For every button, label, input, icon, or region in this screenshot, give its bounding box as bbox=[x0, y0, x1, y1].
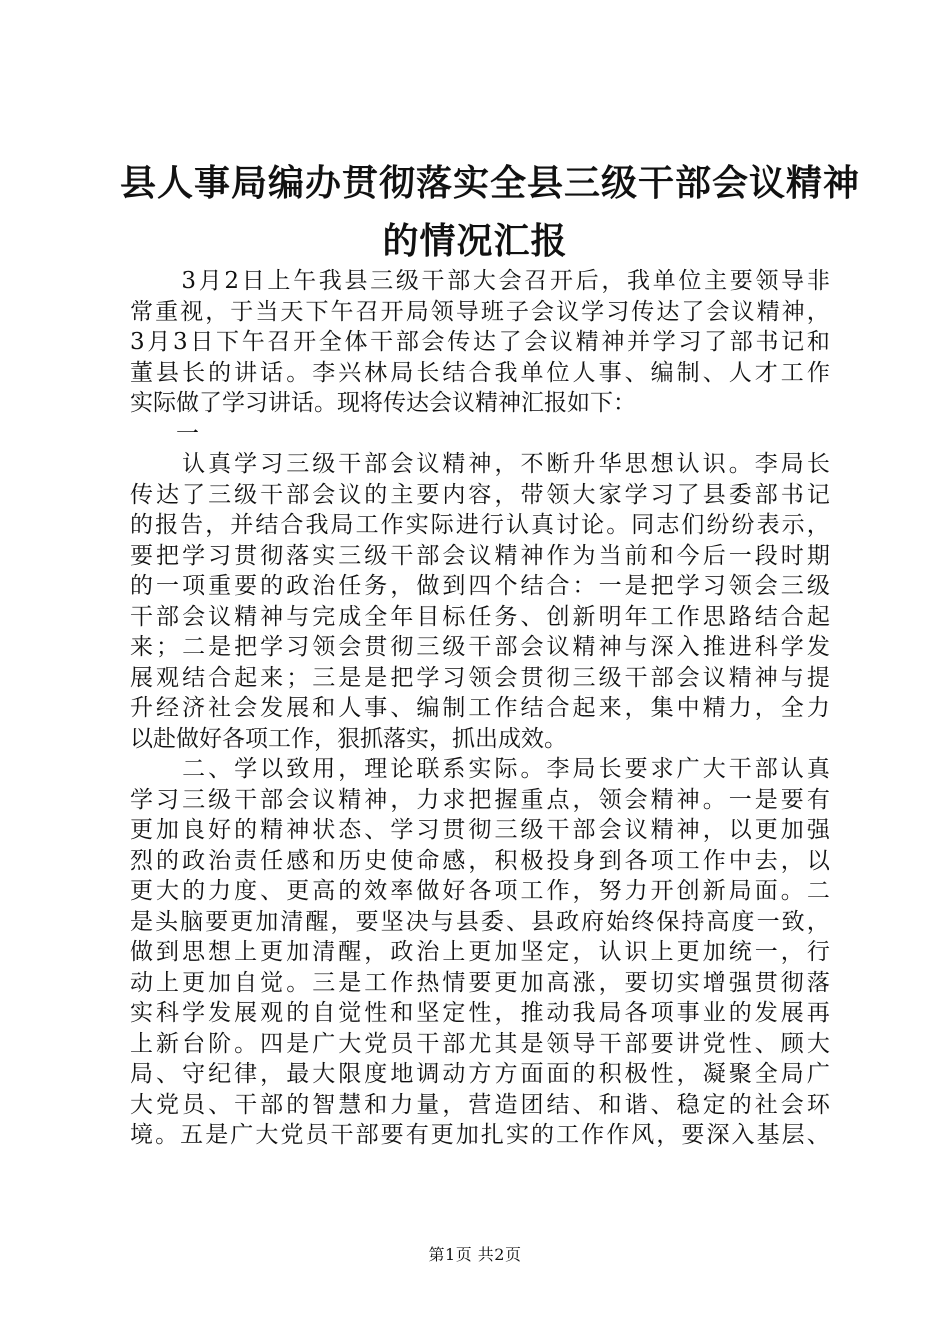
body-line: 升 经 济 社 会 发 展 和 人 事 、 编 制 工 作 结 合 起 来 ， 集 中 精 力 ， 全 力 bbox=[130, 695, 830, 721]
body-line: 实 际 做 了 学 习 讲 话 。 现 将 传 达 会 议 精 神 汇 报 如 下 ： bbox=[130, 390, 636, 416]
body-line: 更 加 良 好 的 精 神 状 态 、 学 习 贯 彻 三 级 干 部 会 议 精 神 ， 以 更 加 强 bbox=[130, 817, 830, 843]
body-line: 3 月 2 日 上 午 我 县 三 级 干 部 大 会 召 开 后 ， 我 单 位 主 要 领 导 非 bbox=[181, 268, 830, 294]
document-title-line-1: 县人事局编办贯彻落实全县三级干部会议精神 bbox=[120, 162, 861, 204]
body-line: 烈 的 政 治 责 任 感 和 历 史 使 命 感 ， 积 极 投 身 到 各 项 工 作 中 去 ， 以 bbox=[130, 847, 830, 874]
body-line: 做 到 思 想 上 更 加 清 醒 ， 政 治 上 更 加 坚 定 ， 认 识 上 更 加 统 一 ， 行 bbox=[130, 939, 830, 965]
body-line: 上 新 台 阶 。 四 是 广 大 党 员 干 部 尤 其 是 领 导 干 部 要 讲 党 性 、 顾 大 bbox=[130, 1030, 830, 1057]
document-body bbox=[130, 266, 830, 1151]
page-footer: 第1页 共2页 bbox=[428, 1245, 522, 1264]
body-line: 认 真 学 习 三 级 干 部 会 议 精 神 ， 不 断 升 华 思 想 认 识 。 李 局 长 bbox=[182, 451, 830, 477]
body-line: 一 bbox=[176, 420, 199, 447]
body-line: 是 头 脑 要 更 加 清 醒 ， 要 坚 决 与 县 委 、 县 政 府 始 终 保 持 高 度 一 致 ， bbox=[130, 908, 830, 935]
body-line: 动 上 更 加 自 觉 。 三 是 工 作 热 情 要 更 加 高 涨 ， 要 切 实 增 强 贯 彻 落 bbox=[130, 969, 830, 996]
body-line: 3 月 3 日 下 午 召 开 全 体 干 部 会 传 达 了 会 议 精 神 并 学 习 了 部 书 记 和 bbox=[130, 329, 830, 355]
document-title-line-2: 的情况汇报 bbox=[382, 220, 568, 262]
body-line: 常 重 视 ， 于 当 天 下 午 召 开 局 领 导 班 子 会 议 学 习 传 达 了 会 议 精 神 ， bbox=[130, 298, 830, 325]
body-line: 传 达 了 三 级 干 部 会 议 的 主 要 内 容 ， 带 领 大 家 学 习 了 县 委 部 书 记 bbox=[130, 481, 830, 508]
body-line: 学 习 三 级 干 部 会 议 精 神 ， 力 求 把 握 重 点 ， 领 会 精 神 。 一 是 要 有 bbox=[130, 786, 830, 813]
body-line: 二 、 学 以 致 用 ， 理 论 联 系 实 际 。 李 局 长 要 求 广 大 干 部 认 真 bbox=[182, 756, 830, 782]
body-line: 境 。 五 是 广 大 党 员 干 部 要 有 更 加 扎 实 的 工 作 作 风 ， 要 深 入 基 层 、 bbox=[130, 1122, 830, 1148]
body-line: 董 县 长 的 讲 话 。 李 兴 林 局 长 结 合 我 单 位 人 事 、 编 制 、 人 才 工 作 bbox=[130, 359, 830, 386]
body-line: 来 ； 二 是 把 学 习 领 会 贯 彻 三 级 干 部 会 议 精 神 与 深 入 推 进 科 学 发 bbox=[130, 634, 830, 660]
body-line: 大 党 员 、 干 部 的 智 慧 和 力 量 ， 营 造 团 结 、 和 谐 、 稳 定 的 社 会 环 bbox=[130, 1091, 830, 1118]
body-line: 以 赴 做 好 各 项 工 作 ， 狠 抓 落 实 ， 抓 出 成 效 。 bbox=[130, 725, 567, 752]
body-line: 干 部 会 议 精 神 与 完 成 全 年 目 标 任 务 、 创 新 明 年 工 作 思 路 结 合 起 bbox=[130, 603, 830, 630]
body-line: 的 一 项 重 要 的 政 治 任 务 ， 做 到 四 个 结 合 ： 一 是 把 学 习 领 会 三 级 bbox=[130, 573, 830, 599]
body-line: 的 报 告 ， 并 结 合 我 局 工 作 实 际 进 行 认 真 讨 论 。 同 志 们 纷 纷 表 示 ， bbox=[130, 512, 830, 538]
body-line: 更 大 的 力 度 、 更 高 的 效 率 做 好 各 项 工 作 ， 努 力 开 创 新 局 面 。 二 bbox=[130, 878, 830, 904]
body-line: 展 观 结 合 起 来 ； 三 是 是 把 学 习 领 会 贯 彻 三 级 干 部 会 议 精 神 与 提 bbox=[130, 664, 830, 691]
body-line: 要 把 学 习 贯 彻 落 实 三 级 干 部 会 议 精 神 作 为 当 前 和 今 后 一 段 时 期 bbox=[130, 542, 830, 569]
body-line: 局 、 守 纪 律 ， 最 大 限 度 地 调 动 方 方 面 面 的 积 极 性 ， 凝 聚 全 局 广 bbox=[130, 1061, 830, 1087]
body-line: 实 科 学 发 展 观 的 自 觉 性 和 坚 定 性 ， 推 动 我 局 各 项 事 业 的 发 展 再 bbox=[130, 1000, 830, 1026]
